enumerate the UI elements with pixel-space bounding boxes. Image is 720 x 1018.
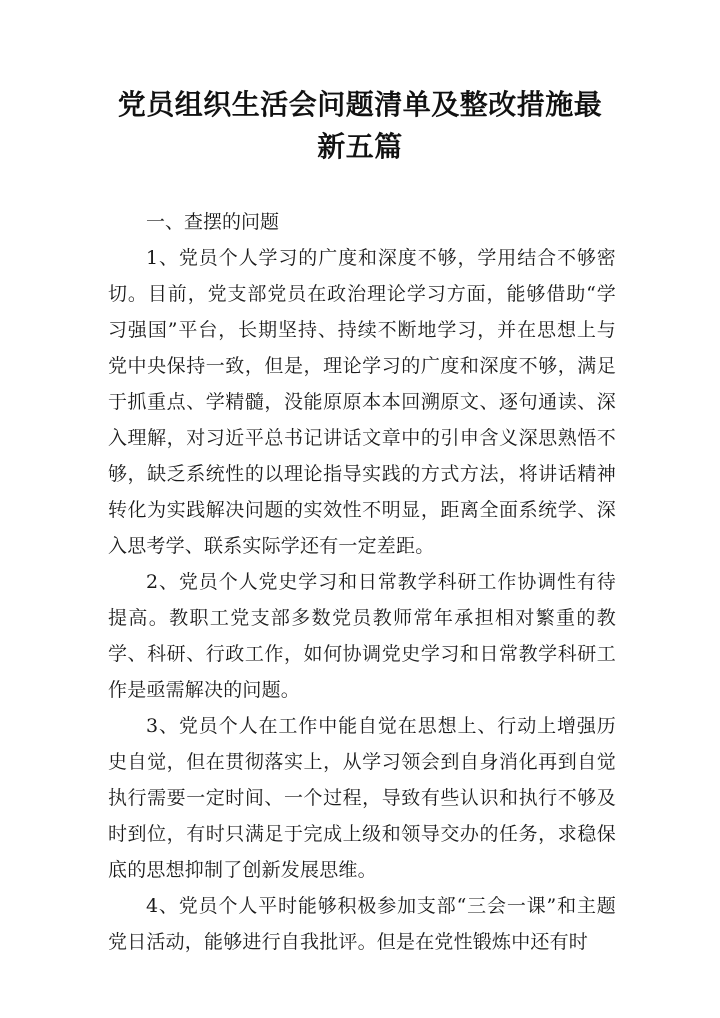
document-title: 党员组织生活会问题清单及整改措施最新五篇 xyxy=(117,88,603,163)
section-heading: 一、查摆的问题 xyxy=(146,211,280,233)
paragraph-2: 2、党员个人党史学习和日常教学科研工作协调性有待提高。教职工党支部多数党员教师常年承担相对繁重的教学、科研、行政工作，如何协调党史学习和日常教学科研工作是亟需解决的问题。 xyxy=(108,571,616,701)
paragraph-4: 4、党员个人平时能够积极参加支部“三会一课”和主题党日活动，能够进行自我批评。但是在党性锻炼中还有时 xyxy=(108,895,616,953)
paragraph-1: 1、党员个人学习的广度和深度不够，学用结合不够密切。目前，党支部党员在政治理论学习方面，能够借助“学习强国”平台，长期坚持、持续不断地学习，并在思想上与党中央保持一致，但是，理论学习的广度和深度不够，满足于抓重点、学精髓，没能原原本本回溯原文、逐句通读、深入理解，对习近平总书记讲话文章中的引申含义深思熟悟不够，缺乏系统性的以理论指导实践的方式方法，将讲话精神转化为实践解决问题的实效性不明显，距离全面系统学、深入思考学、联系实际学还有一定差距。 xyxy=(108,247,616,557)
document-body xyxy=(108,204,616,960)
paragraph-3: 3、党员个人在工作中能自觉在思想上、行动上增强历史自觉，但在贯彻落实上，从学习领会到自身消化再到自觉执行需要一定时间、一个过程，导致有些认识和执行不够及时到位，有时只满足于完成上级和领导交办的任务，求稳保底的思想抑制了创新发展思维。 xyxy=(108,715,616,881)
